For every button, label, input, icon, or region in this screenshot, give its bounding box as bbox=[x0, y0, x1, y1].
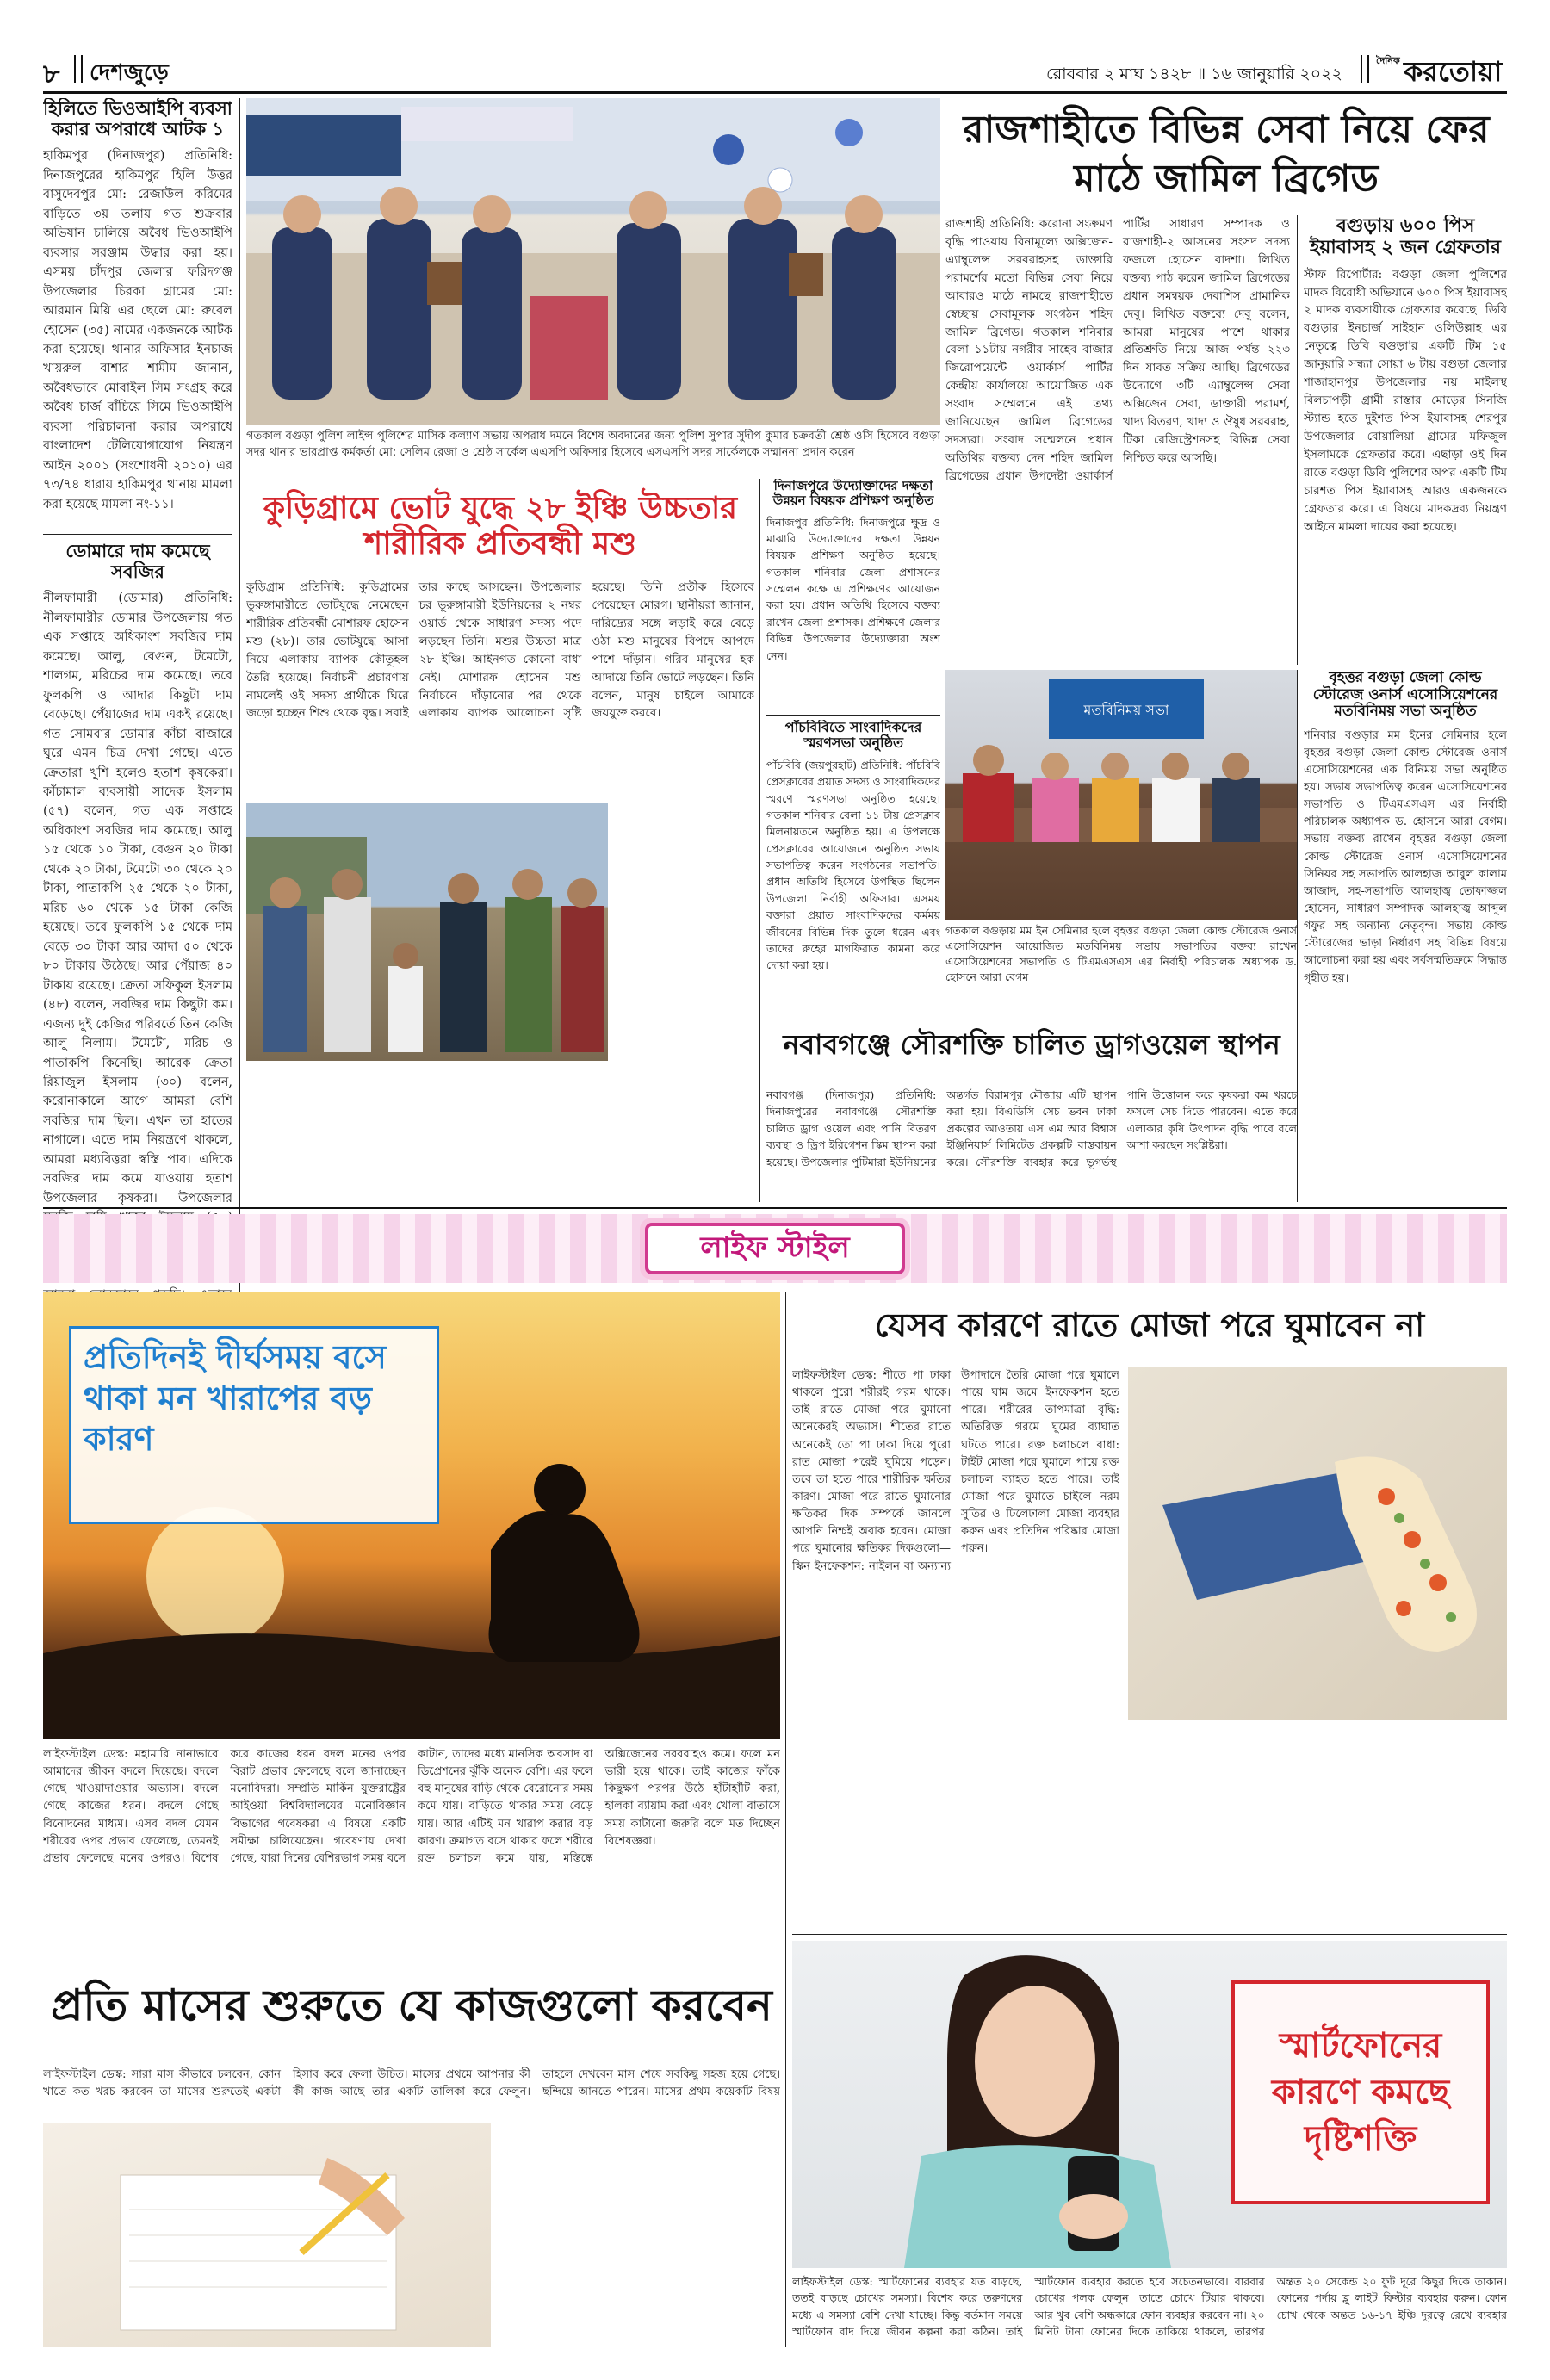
article-bogura-cold-storage bbox=[1304, 670, 1507, 1202]
article-body: স্টাফ রিপোর্টার: বগুড়া জেলা পুলিশের মাদক বিরোধী অভিযানে ৬০০ পিস ইয়াবাসহ ২ মাদক ব্যবসায়ীকে গ্রেফতার করেছে। ডিবি বগুড়ার ইনচার্জ সাইহান ওলিউল্লাহ এর নেতৃত্বে ডিবি বগুড়া'র একটি টিম ১৫ জানুয়ারি সন্ধ্যা সোয়া ৬ টায় বগুড়া জেলার শাজাহানপুর উপজেলার নয় মাইলস্থ বিলচাপড়ী গ্রামী রাস্তার মোড়ের সিনজি স্ট্যান্ড হতে দুইশত পিস ইয়াবাসহ শেরপুর উপজেলার বোয়ালিয়া গ্রামের মফিজুল ইসলামকে গ্রেফতার করে। এছাড়া ওই দিন রাতে বগুড়া ডিবি পুলিশের অপর একটি টিম চারশত পিস ইয়াবাসহ আরও একজনকে গ্রেফতার করে। এ বিষয়ে মাদকদ্রব্য নিয়ন্ত্রণ আইনে মামলা দায়ের করা হয়েছে। bbox=[1304, 267, 1507, 534]
divider bbox=[43, 534, 232, 535]
lifestyle-banner-title: লাইফ স্টাইল bbox=[700, 1230, 850, 1266]
article-headline: দিনাজপুরে উদ্যোক্তাদের দক্ষতা উন্নয়ন বিষয়ক প্রশিক্ষণ অনুষ্ঠিত bbox=[772, 479, 934, 509]
article-rajshahi-headline-box bbox=[946, 98, 1507, 210]
article-headline: বগুড়ায় ৬০০ পিস ইয়াবাসহ ২ জন গ্রেফতার bbox=[1309, 215, 1502, 259]
article-hili bbox=[43, 98, 232, 529]
article-socks-body: লাইফস্টাইল ডেস্ক: শীতে পা ঢাকা থাকলে পুরো শরীরই গরম থাকে। তাই রাতে মোজা পরে ঘুমানো অনেকেরই অভ্যাস। শীতের রাতে অনেকেই তো পা ঢাকা দিয়ে পুরো রাত মোজা পরেই ঘুমিয়ে পড়েন। তবে তা হতে পারে শারীরিক ক্ষতির কারণ। মোজা পরে রাতে ঘুমানোর ক্ষতিকর দিক সম্পর্কে জানলে আপনি নিশ্চই অবাক হবেন। মোজা পরে ঘুমানোর ক্ষতিকর দিকগুলো— স্কিন ইনফেকশন: নাইলন বা অন্যান্য উপাদানে তৈরি মোজা পরে ঘুমালে পায়ে ঘাম জমে ইনফেকশন হতে পারে। শরীরের তাপমাত্রা বৃদ্ধি: অতিরিক্ত গরমে ঘুমের ব্যাঘাত ঘটতে পারে। রক্ত চলাচলে বাধা: টাইট মোজা পরে ঘুমালে পায়ে রক্ত চলাচল ব্যাহত হতে পারে। তাই মোজা পরে ঘুমাতে চাইলে নরম সুতির ও ঢিলেঢালা মোজা ব্যবহার করুন এবং প্রতিদিন পরিষ্কার মোজা পরুন। bbox=[792, 1369, 1119, 1573]
article-body: দিনাজপুর প্রতিনিধি: দিনাজপুরে ক্ষুদ্র ও মাঝারি উদ্যোক্তাদের দক্ষতা উন্নয়ন বিষয়ক প্রশিক্ষণ অনুষ্ঠিত হয়েছে। গতকাল শনিবার জেলা প্রশাসনের সম্মেলন কক্ষে এ প্রশিক্ষণের আয়োজন করা হয়। প্রধান অতিথি হিসেবে বক্তব্য রাখেন জেলা প্রশাসক। প্রশিক্ষণে জেলার বিভিন্ন উপজেলার উদ্যোক্তারা অংশ নেন। bbox=[766, 515, 940, 662]
article-headline: ডোমারে দাম কমেছে সবজির bbox=[65, 541, 210, 583]
lifestyle-banner-plate bbox=[645, 1223, 904, 1274]
column-rule bbox=[1297, 215, 1298, 665]
article-sitting-body: লাইফস্টাইল ডেস্ক: মহামারি নানাভাবে আমাদের জীবন বদলে দিয়েছে। বদলে গেছে খাওয়াদাওয়ার অভ্যাস। বদলে গেছে কাজের ধরন। বদলে গেছে বিনোদনের মাধ্যম। এসব বদল যেমন শরীরের ওপর প্রভাব ফেলেছে, তেমনই প্রভাব ফেলেছে মনের ওপরও। বিশেষ করে কাজের ধরন বদল মনের ওপর বিরাট প্রভাব ফেলেছে বলে জানাচ্ছেন মনোবিদরা। সম্প্রতি মার্কিন যুক্তরাষ্ট্রের আইওয়া বিশ্ববিদ্যালয়ের মনোবিজ্ঞান বিভাগের গবেষকরা এ বিষয়ে একটি সমীক্ষা চালিয়েছেন। গবেষণায় দেখা গেছে, যারা দিনের বেশিরভাগ সময় বসে কাটান, তাদের মধ্যে মানসিক অবসাদ বা ডিপ্রেশনের ঝুঁকি অনেক বেশি। এর ফলে বহু মানুষের বাড়ি থেকে বেরোনোর সময় কমে যায়। বাড়িতে থাকার সময় বেড়ে যায়। আর এটিই মন খারাপ করার বড় কারণ। ক্রমাগত বসে থাকার ফলে শরীরে রক্ত চলাচল কমে যায়, মস্তিষ্কে অক্সিজেনের সরবরাহও কমে। ফলে মন ভারী হয়ে থাকে। তাই কাজের ফাঁকে কিছুক্ষণ পরপর উঠে হাঁটাহাঁটি করা, হালকা ব্যায়াম করা এবং খোলা বাতাসে সময় কাটানো জরুরি বলে মত দিচ্ছেন বিশেষজ্ঞরা। bbox=[43, 1748, 780, 1865]
article-monthly-list bbox=[499, 2123, 780, 2347]
socks-headline-box bbox=[792, 1292, 1507, 1360]
article-kurigram-headline-box bbox=[246, 479, 754, 573]
meeting-banner-text: মতবিনিময় সভা bbox=[1083, 702, 1169, 718]
monthly-headline-box bbox=[43, 1949, 780, 2061]
article-socks-side bbox=[1128, 1727, 1507, 1927]
section-title: দেশজুড়ে bbox=[90, 60, 169, 86]
article-kurigram-body-cont bbox=[246, 1068, 754, 1197]
article-nawabganj-headline-box bbox=[766, 1006, 1297, 1083]
brand-divider-icon bbox=[1361, 55, 1369, 83]
cold-storage-meeting-photo bbox=[946, 670, 1297, 920]
article-headline: কুড়িগ্রামে ভোট যুদ্ধে ২৮ ইঞ্চি উচ্চতার শারীরিক প্রতিবন্ধী মশু bbox=[263, 490, 738, 561]
article-bogura-yaba bbox=[1304, 215, 1507, 665]
article-headline: বৃহত্তর বগুড়া জেলা কোল্ড স্টোরেজ ওনার্স এসোসিয়েশনের মতবিনিময় সভা অনুষ্ঠিত bbox=[1312, 670, 1498, 721]
masthead-small: দৈনিক bbox=[1376, 55, 1400, 66]
article-headline: পাঁচবিবিতে সাংবাদিকদের স্মরণসভা অনুষ্ঠিত bbox=[784, 720, 922, 752]
article-smartphone-body: লাইফস্টাইল ডেস্ক: স্মার্টফোনের ব্যবহার যত বাড়ছে, ততই বাড়ছে চোখের সমস্যা। বিশেষ করে তরুণদের মধ্যে এ সমস্যা বেশি দেখা যাচ্ছে। কিন্তু বর্তমান সময়ে স্মার্টফোন বাদ দিয়ে জীবন কল্পনা করা কঠিন। তাই স্মার্টফোন ব্যবহার করতে হবে সচেতনভাবে। বারবার চোখের পলক ফেলুন। তাতে চোখে টিয়ার থাকবে। আর খুব বেশি অন্ধকারে ফোন ব্যবহার করবেন না। ২০ মিনিট টানা ফোনের দিকে তাকিয়ে থাকলে, তারপর অন্তত ২০ সেকেন্ড ২০ ফুট দূরে কিছুর দিকে তাকান। ফোনের পর্দায় ব্লু লাইট ফিল্টার ব্যবহার করুন। ফোন চোখ থেকে অন্তত ১৬-১৭ ইঞ্চি দূরত্বে রেখে ব্যবহার bbox=[792, 2275, 1507, 2339]
lifestyle-banner bbox=[43, 1214, 1507, 1283]
page-header bbox=[43, 48, 1507, 91]
divider bbox=[766, 715, 940, 716]
police-photo-caption: গতকাল বগুড়া পুলিশ লাইন্স পুলিশের মাসিক কল্যাণ সভায় অপরাধ দমনে বিশেষ অবদানের জন্য পুলিশ সুপার সুদীপ কুমার চক্রবর্তী শ্রেষ্ঠ ওসি হিসেবে বগুড়া সদর থানার ভারপ্রাপ্ত কর্মকর্তা মো: সেলিম রেজা ও শ্রেষ্ঠ সার্কেল এএসপি অফিসার হিসেবে এসএসপি সদর সার্কেলকে সম্মাননা প্রদান করেন bbox=[246, 430, 940, 459]
column-rule bbox=[1297, 670, 1298, 1202]
article-headline: হিলিতে ভিওআইপি ব্যবসা করার অপরাধে আটক ১ bbox=[43, 98, 232, 140]
masthead-logo: করতোয়া bbox=[1404, 55, 1503, 88]
article-body: হাকিমপুর (দিনাজপুর) প্রতিনিধি: দিনাজপুরের হাকিমপুর হিলি উত্তর বাসুদেবপুর মো: রেজাউল করিমের বাড়িতে ৩য় তলায় গত শুক্রবার অভিযান চালিয়ে অবৈধ ভিওআইপি ব্যবসার সরঞ্জাম উদ্ধার করা হয়। এসময় চাঁদপুর জেলার ফরিদগঞ্জ উপজেলার চিরকা গ্রামের মো: আরমান মিয়ি এর ছেলে মো: রুবেল হোসেন (৩৫) নামের একজনকে আটক করা হয়েছে। থানার অফিসার ইনচার্জ খায়রুল বাশার শামীম জানান, অবৈধভাবে মোবাইল সিম সংগ্রহ করে অবৈধ চার্জ বাঁচিয়ে সিমে ভিওআইপি ব্যবসা পরিচালনা করার অপরাধে বাংলাদেশ টেলিযোগাযোগ নিয়ন্ত্রণ আইন ২০০১ (সংশোধনী ২০১০) এর ৭৩/৭৪ ধারায় হাকিমপুর থানায় মামলা করা হয়েছে মামলা নং-১১। bbox=[43, 149, 232, 511]
article-body: শনিবার বগুড়ার মম ইনের সেমিনার হলে বৃহত্তর বগুড়া জেলা কোল্ড স্টোরেজ ওনার্স এসোসিয়েশনের এক বিনিময় সভা অনুষ্ঠিত হয়। সভায় সভাপতিত্ব করেন এসোসিয়েশনের সভাপতি ও টিএমএসএস এর নির্বাহী পরিচালক অধ্যাপক ড. হোসনে আরা বেগম। সভায় বক্তব্য রাখেন বৃহত্তর বগুড়া জেলা কোল্ড স্টোরেজ ওনার্স এসোসিয়েশনের সিনিয়র সহ সভাপতি আলহাজ আবুল কালাম আজাদ, সহ-সভাপতি আলহাজ্ব তোফাজ্জল হোসেন, সাধারণ সম্পাদক আলহাজ্ব আব্দুল গফুর সহ অন্যান্য নেতৃবৃন্দ। সভায় কোল্ড স্টোরেজের ভাড়া নির্ধারণ সহ বিভিন্ন বিষয়ে আলোচনা করা হয় এবং সর্বসম্মতিক্রমে সিদ্ধান্ত গৃহীত হয়। bbox=[1304, 728, 1507, 985]
page-number: ৮ bbox=[43, 59, 60, 90]
article-body: নীলফামারী (ডোমার) প্রতিনিধি: নীলফামারীর ডোমার উপজেলায় গত এক সপ্তাহে অধিকাংশ সবজির দাম কমেছে। আলু, বেগুন, টমেটো, শালগম, মরিচের দাম কমেছে। তবে ফুলকপি ও আদার কিছুটা দাম বেড়েছে। পেঁয়াজের দাম একই রয়েছে। গত সোমবার ডোমার কাঁচা বাজারে ঘুরে এমন চিত্র দেখা গেছে। এতে ক্রেতারা খুশি হলেও হতাশ কৃষকেরা। কাঁচামাল ব্যবসায়ী সাদেক ইসলাম (৫৭) বলেন, গত এক সপ্তাহে অধিকাংশ সবজির দাম কমেছে। আলু ১৫ থেকে ১০ টাকা, বেগুন ২০ টাকা থেকে ২০ টাকা, টমেটো ৩০ থেকে ২০ টাকা, পাতাকপি ২৫ থেকে ২০ টাকা, মরিচ ৬০ থেকে ১৫ টাকা কেজি হয়েছে। তবে ফুলকপি ১৫ থেকে দাম বেড়ে ৩০ টাকা আর আদা ৫০ থেকে ৮০ টাকায় উঠেছে। আর পেঁয়াজ ৪০ টাকায় রয়েছে। ক্রেতা সফিকুল ইসলাম (৪৮) বলেন, সবজির দাম কিছুটা কম। এজন্য দুই কেজির পরিবর্তে তিন কেজি আলু নিলাম। টমেটো, মরিচ ও পাতাকপি কিনেছি। আরেক ক্রেতা রিয়াজুল ইসলাম (৩০) বলেন, করোনাকালে আগে আমরা বেশি সবজির দাম ছিল। এখন তা হাতের নাগালে। এতে দাম নিয়ন্ত্রণে থাকলে, আমরা মধ্যবিত্তরা স্বস্তি পাব। এদিকে সবজির দাম কমে যাওয়ায় হতাশ উপজেলার কৃষকরা। উপজেলার bbox=[43, 592, 232, 1205]
article-rajshahi-body: রাজশাহী প্রতিনিধি: করোনা সংক্রমণ বৃদ্ধি পাওয়ায় বিনামূল্যে অক্সিজেন-এ্যাম্বুলেন্স সরবরাহসহ ডাক্তারি পরামর্শের মতো বিভিন্ন সেবা নিয়ে আবারও মাঠে নামছে রাজশাহীতে স্বেচ্ছায় সেবামূলক সংগঠন শহিদ জামিল ব্রিগেড। গতকাল শনিবার বেলা ১১টায় নগরীর সাহেব বাজার জিরোপয়েন্টে ওয়ার্কার্স পার্টির কেন্দ্রীয় কার্যালয়ে আয়োজিত এক সংবাদ সম্মেলনে এই তথ্য জানিয়েছেন জামিল ব্রিগেডের সদস্যরা। সংবাদ সম্মেলনে প্রধান অতিথির বক্তব্য দেন শহিদ জামিল ব্রিগেডের প্রধান উপদেষ্টা ওয়ার্কার্স পার্টির সাধারণ সম্পাদক ও রাজশাহী-২ আসনের সংসদ সদস্য ফজলে হোসেন বাদশা। লিখিত বক্তব্য পাঠ করেন জামিল ব্রিগেডের প্রধান সমন্বয়ক দেবাশিস প্রামানিক দেবু। লিখিত বক্তব্যে দেবু বলেন, আমরা মানুষের পাশে থাকার প্রতিশ্রুতি নিয়ে আজ পর্যন্ত ২২৩ দিন যাবত সক্রিয় আছি। ব্রিগেডের উদ্যোগে ৩টি এ্যাম্বুলেন্স সেবা অক্সিজেন সেবা, ডাক্তারী পরামর্শ, খাদ্য বিতরণ, খাদ্য ও ঔষুধ সরবরাহ, টিকা রেজিস্ট্রেশনসহ বিভিন্ন সেবা নিশ্চিত করে আসছি। bbox=[946, 217, 1290, 483]
column-rule bbox=[785, 1292, 786, 2347]
header-rule bbox=[43, 91, 1507, 94]
article-kurigram-body: কুড়িগ্রাম প্রতিনিধি: কুড়িগ্রামের ভুরুঙ্গামারীতে ভোটযুদ্ধে নেমেছেন শারীরিক প্রতিবন্ধী মোশারফ হোসেন মশু (২৮)। তার ভোটযুদ্ধে আসা নিয়ে এলাকায় ব্যাপক কৌতূহল তৈরি হয়েছে। নির্বাচনী প্রচারণায় নামলেই ওই সদস্য প্রার্থীকে ঘিরে জড়ো হচ্ছেন শিশু থেকে বৃদ্ধ। সবাই তার কাছে আসছেন। উপজেলার চর ভূরুঙ্গামারী ইউনিয়নের ২ নম্বর ওয়ার্ড থেকে সাধারণ সদস্য পদে লড়ছেন তিনি। মশুর উচ্চতা মাত্র ২৮ ইঞ্চি। আইনগত কোনো বাধা নেই। মোশারফ হোসেন মশু নির্বাচনে দাঁড়ানোর পর থেকে এলাকায় ব্যাপক আলোচনা সৃষ্টি হয়েছে। তিনি প্রতীক হিসেবে পেয়েছেন মোরগ। স্থানীয়রা জানান, দারিদ্র্যের সঙ্গে লড়াই করে বেড়ে ওঠা মশু মানুষের বিপদে আপদে পাশে দাঁড়ান। গরিব মানুষের হক আদায়ে তিনি ভোটে লড়ছেন। তিনি বলেন, মানুষ চাইলে আমাকে জয়যুক্ত করবে। bbox=[246, 580, 754, 721]
divider bbox=[792, 1934, 1507, 1935]
notebook-writing-photo bbox=[43, 2123, 491, 2347]
article-dinajpur-training bbox=[766, 479, 940, 711]
section-divider-icon bbox=[74, 55, 83, 83]
article-monthly-body: লাইফস্টাইল ডেস্ক: সারা মাস কীভাবে চলবেন, কোন খাতে কত খরচ করবেন তা মাসের শুরুতেই একটা হিসাব করে ফেলা উচিত। মাসের প্রথমে আপনার কী কী কাজ আছে তার একটি তালিকা করে ফেলুন। তাহলে দেখবেন মাস শেষে সবকিছু সহজ হয়ে গেছে। ছন্দিয়ে আনতে পারেন। মাসের প্রথম কয়েকটি বিষয় bbox=[43, 2068, 780, 2099]
article-headline: যেসব কারণে রাতে মোজা পরে ঘুমাবেন না bbox=[874, 1306, 1425, 1345]
kurigram-candidate-photo bbox=[246, 803, 608, 1061]
article-body: পাঁচবিবি (জয়পুরহাট) প্রতিনিধি: পাঁচবিবি প্রেসক্লাবের প্রয়াত সদস্য ও সাংবাদিকদের স্মরণে স্মরণসভা অনুষ্ঠিত হয়েছে। গতকাল শনিবার বেলা ১১ টায় প্রেসক্লাব মিলনায়তনে অনুষ্ঠিত হয়। এ উপলক্ষে প্রেসক্লাবের আয়োজনে অনুষ্ঠিত সভায় সভাপতিত্ব করেন সংগঠনের সভাপতি। প্রধান অতিথি হিসেবে উপস্থিত ছিলেন উপজেলা নির্বাহী অফিসার। এসময় বক্তারা প্রয়াত সাংবাদিকদের কর্মময় জীবনের বিভিন্ন দিক তুলে ধরেন এবং তাদের রুহের মাগফিরাত কামনা করে দোয়া করা হয়। bbox=[766, 758, 940, 972]
date-line: রোববার ২ মাঘ ১৪২৮ ॥ ১৬ জানুয়ারি ২০২২ bbox=[1046, 65, 1342, 84]
article-headline: প্রতি মাসের শুরুতে যে কাজগুলো করবেন bbox=[51, 1980, 772, 2030]
sitting-headline-box bbox=[69, 1326, 439, 1524]
article-headline: প্রতিদিনই দীর্ঘসময় বসে থাকা মন খারাপের বড় কারণ bbox=[84, 1338, 387, 1458]
socks-feet-photo bbox=[1128, 1367, 1507, 1720]
police-ceremony-photo bbox=[246, 98, 940, 425]
section-rule bbox=[43, 1207, 1507, 1209]
article-headline: স্মার্টফোনের কারণে কমছে দৃষ্টিশক্তি bbox=[1271, 2026, 1450, 2159]
article-nawabganj-body: নবাবগঞ্জ (দিনাজপুর) প্রতিনিধি: দিনাজপুরের নবাবগঞ্জে সৌরশক্তি চালিত ড্রাগ ওয়েল এবং পানি বিতরণ ব্যবস্থা ও ড্রিপ ইরিগেশন স্কিম স্থাপন করা হয়েছে। উপজেলার পুটিমারা ইউনিয়নের অন্তর্গত বিরামপুর মৌজায় এটি স্থাপন করা হয়। বিএডিসি সেচ ভবন ঢাকা প্রকল্পের আওতায় এস এম আর বিশ্বাস ইঞ্জিনিয়ার্স লিমিটেড প্রকল্পটি বাস্তবায়ন করে। সৌরশক্তি ব্যবহার করে ভূগর্ভস্থ পানি উত্তোলন করে কৃষকরা কম খরচে ফসলে সেচ দিতে পারবেন। এতে করে এলাকার কৃষি উৎপাদন বৃদ্ধি পাবে বলে আশা করছেন সংশ্লিষ্টরা। bbox=[766, 1088, 1297, 1168]
smartphone-headline-box bbox=[1231, 1980, 1490, 2204]
article-headline: নবাবগঞ্জে সৌরশক্তি চালিত ড্রাগওয়েল স্থাপন bbox=[783, 1027, 1280, 1061]
article-headline: রাজশাহীতে বিভিন্ন সেবা নিয়ে ফের মাঠে জামিল ব্রিগেড bbox=[963, 107, 1490, 201]
meeting-photo-caption: গতকাল বগুড়ায় মম ইন সেমিনার হলে বৃহত্তর বগুড়া জেলা কোল্ড স্টোরেজ ওনার্স এসোসিয়েশন আয়োজিত মতবিনিময় সভায় সভাপতির বক্তব্য রাখেন এসোসিয়েশনের সভাপতি ও টিএমএসএস এর নির্বাহী পরিচালক অধ্যাপক ড. হোসনে আরা বেগম bbox=[946, 924, 1297, 984]
